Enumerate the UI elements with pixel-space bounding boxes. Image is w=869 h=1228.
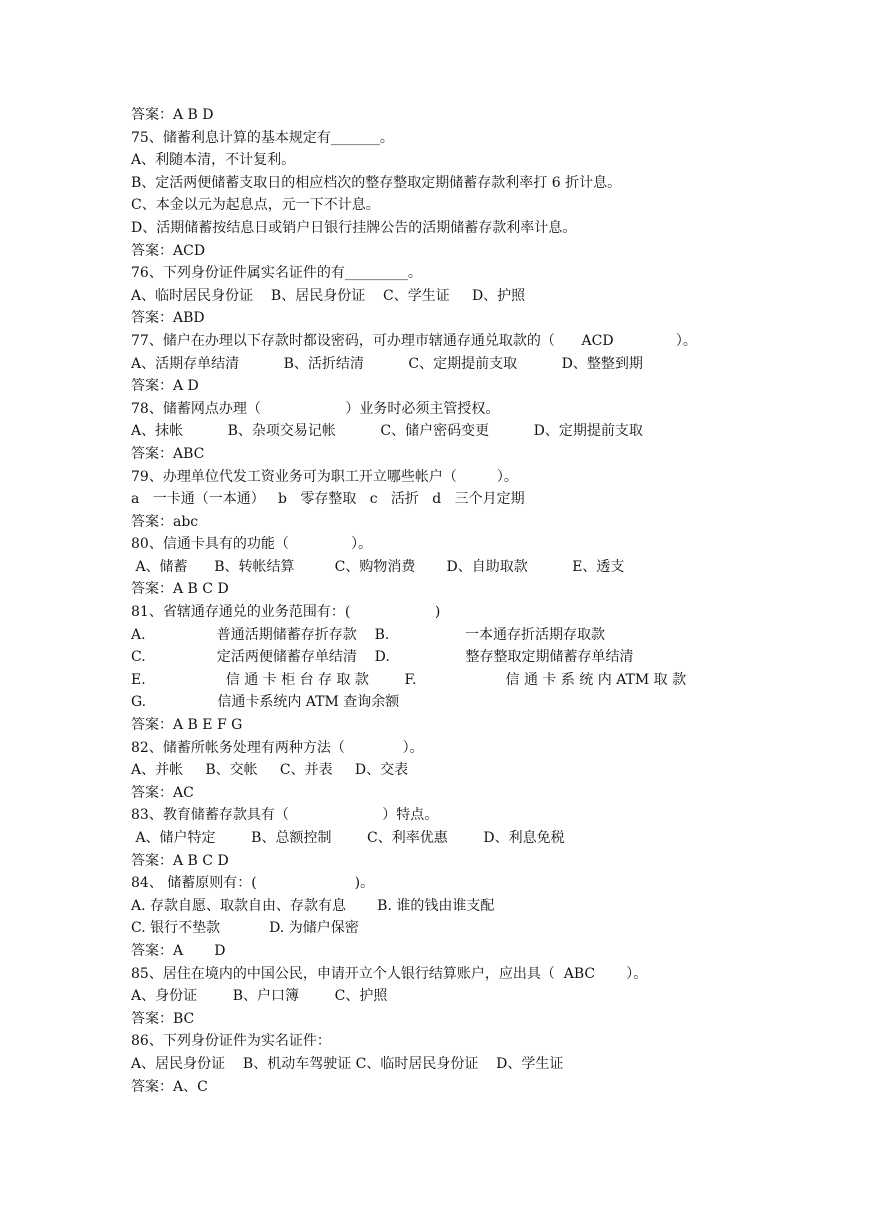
option-line: A、利随本清，不计复利。 — [131, 152, 296, 169]
option-line: E. 信 通 卡 柜 台 存 取 款 F. 信 通 卡 系 统 内 ATM 取 款 — [131, 671, 687, 688]
option-line: B、定活两便储蓄支取日的相应档次的整存整取定期储蓄存款利率打 6 折计息。 — [131, 174, 622, 191]
option-line: G. 信通卡系统内 ATM 查询余额 — [131, 694, 400, 711]
question-line: 78、储蓄网点办理（ ）业务时必须主管授权。 — [131, 400, 500, 417]
option-line: C、本金以元为起息点，元一下不计息。 — [131, 197, 380, 214]
option-line: A、活期存单结清 B、活折结清 C、定期提前支取 D、整整到期 — [131, 355, 643, 372]
option-line: A、临时居民身份证 B、居民身份证 C、学生证 D、护照 — [131, 287, 526, 304]
option-line: A、居民身份证 B、机动车驾驶证 C、临时居民身份证 D、学生证 — [131, 1055, 564, 1072]
option-line: A、储户特定 B、总额控制 C、利率优惠 D、利息免税 — [131, 830, 565, 846]
option-line: C. 定活两便储蓄存单结清 D. 整存整取定期储蓄存单结清 — [131, 649, 634, 666]
answer-line: 答案：ACD — [131, 242, 206, 259]
answer-line: 答案：A、C — [131, 1078, 208, 1095]
answer-line: 答案：A B E F G — [131, 717, 243, 734]
answer-line: 答案：A D — [131, 942, 226, 959]
answer-line: 答案：abc — [131, 513, 199, 530]
answer-line: 答案：A B C D — [131, 581, 229, 598]
option-line: A、抹帐 B、杂项交易记帐 C、储户密码变更 D、定期提前支取 — [131, 423, 643, 440]
option-line: A. 普通活期储蓄存折存款 B. 一本通存折活期存取款 — [131, 626, 605, 643]
answer-line: 答案：ABC — [131, 445, 205, 462]
answer-line: 答案：A B D — [131, 107, 214, 123]
question-line: 84、 储蓄原则有：( )。 — [131, 875, 375, 892]
answer-line: 答案：ABD — [131, 310, 205, 327]
answer-line: 答案：A B C D — [131, 852, 229, 869]
question-line: 81、省辖通存通兑的业务范围有：( ) — [131, 604, 441, 621]
option-line: a 一卡通（一本通） b 零存整取 c 活折 d 三个月定期 — [131, 491, 525, 508]
question-line: 83、教育储蓄存款具有（ ）特点。 — [131, 807, 439, 824]
question-line: 77、储户在办理以下存款时都设密码，可办理市辖通存通兑取款的（ ACD ）。 — [131, 332, 697, 349]
question-line: 80、信通卡具有的功能（ ）。 — [131, 536, 373, 553]
question-line: 85、居住在境内的中国公民，申请开立个人银行结算账户，应出具（ ABC ）。 — [131, 965, 648, 982]
option-line: C. 银行不垫款 D. 为储户保密 — [131, 920, 359, 937]
option-line: A. 存款自愿、取款自由、存款有息 B. 谁的钱由谁支配 — [131, 897, 495, 914]
option-line: A、身份证 B、户口簿 C、护照 — [131, 988, 388, 1005]
question-line: 79、办理单位代发工资业务可为职工开立哪些帐户（ ）。 — [131, 468, 518, 485]
question-line: 82、储蓄所帐务处理有两种方法（ ）。 — [131, 739, 424, 756]
document-page — [131, 104, 831, 1098]
option-line: A、并帐 B、交帐 C、并表 D、交表 — [131, 762, 409, 779]
question-line: 75、储蓄利息计算的基本规定有_______。 — [131, 129, 394, 146]
option-line: D、活期储蓄按结息日或销户日银行挂牌公告的活期储蓄存款利率计息。 — [131, 219, 577, 236]
answer-line: 答案：AC — [131, 784, 194, 801]
option-line: A、储蓄 B、转帐结算 C、购物消费 D、自助取款 E、透支 — [131, 558, 625, 575]
answer-line: 答案：BC — [131, 1010, 195, 1027]
question-line: 76、下列身份证件属实名证件的有_________。 — [131, 265, 422, 282]
answer-line: 答案：A D — [131, 378, 199, 395]
question-line: 86、下列身份证件为实名证件： — [131, 1033, 331, 1050]
